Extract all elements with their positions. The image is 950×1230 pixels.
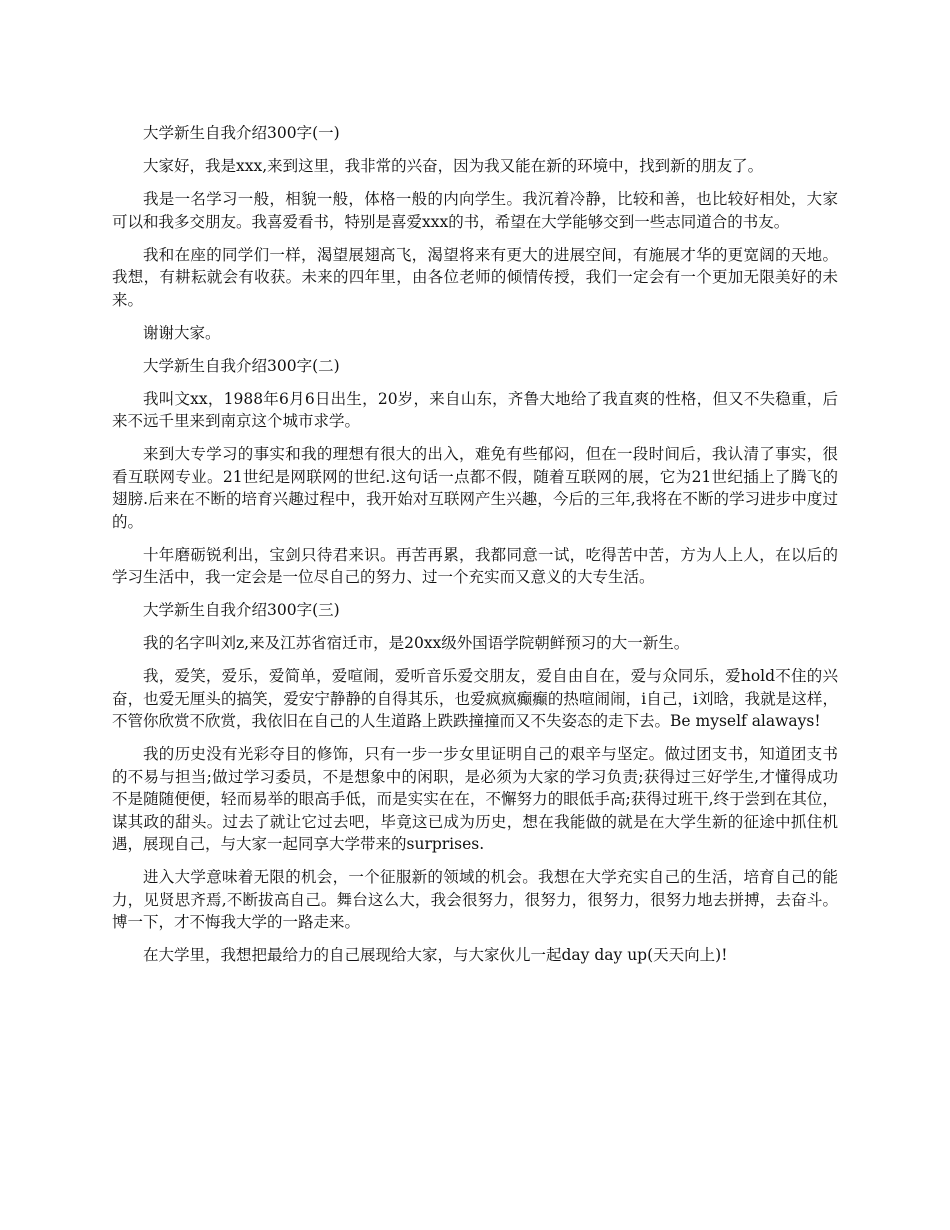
paragraph: 进入大学意味着无限的机会，一个征服新的领域的机会。我想在大学充实自己的生活，培育自己的能力，见贤思齐焉,不断拔高自己。舞台这么大，我会很努力，很努力，很努力，很努力地去拼搏，去奋斗。博一下，才不悔我大学的一路走来。 bbox=[112, 868, 838, 931]
paragraph: 我，爱笑，爱乐，爱简单，爱喧闹，爱听音乐爱交朋友，爱自由自在，爱与众同乐，爱hold不住的兴奋，也爱无厘头的搞笑，爱安宁静静的自得其乐，也爱疯疯癫癫的热喧闹闹，i自己，i刘晗，我就是这样，不管你欣赏不欣赏，我依旧在自己的人生道路上跌跌撞撞而又不失姿态的走下去。Be myself alaways! bbox=[112, 667, 838, 730]
section-heading-1: 大学新生自我介绍300字(一) bbox=[143, 124, 340, 142]
paragraph: 我是一名学习一般，相貌一般，体格一般的内向学生。我沉着冷静，比较和善，也比较好相处，大家可以和我多交朋友。我喜爱看书，特别是喜爱xxx的书，希望在大学能够交到一些志同道合的书友。 bbox=[112, 190, 838, 231]
section-heading-3: 大学新生自我介绍300字(三) bbox=[143, 601, 340, 619]
paragraph: 在大学里，我想把最给力的自己展现给大家，与大家伙儿一起day day up(天天向上)! bbox=[143, 946, 728, 964]
paragraph: 谢谢大家。 bbox=[143, 323, 221, 342]
paragraph: 我叫文xx，1988年6月6日出生，20岁，来自山东，齐鲁大地给了我直爽的性格，但又不失稳重，后来不远千里来到南京这个城市求学。 bbox=[112, 389, 838, 430]
paragraph: 来到大专学习的事实和我的理想有很大的出入，难免有些郁闷，但在一段时间后，我认清了事实，很看互联网专业。21世纪是网联网的世纪.这句话一点都不假，随着互联网的展，它为21世纪插上了腾飞的翅膀.后来在不断的培育兴趣过程中，我开始对互联网产生兴趣，今后的三年,我将在不断的学习进步中度过的。 bbox=[112, 445, 838, 531]
paragraph: 我和在座的同学们一样，渴望展翅高飞，渴望将来有更大的进展空间，有施展才华的更宽阔的天地。我想，有耕耘就会有收获。未来的四年里，由各位老师的倾情传授，我们一定会有一个更加无限美好的未来。 bbox=[112, 245, 838, 309]
document-body bbox=[112, 122, 838, 977]
paragraph: 十年磨砺锐利出，宝剑只待君来识。再苦再累，我都同意一试，吃得苦中苦，方为人上人，在以后的学习生活中，我一定会是一位尽自己的努力、过一个充实而又意义的大专生活。 bbox=[112, 545, 838, 586]
paragraph: 我的名字叫刘z,来及江苏省宿迁市，是20xx级外国语学院朝鲜预习的大一新生。 bbox=[143, 634, 690, 652]
section-heading-2: 大学新生自我介绍300字(二) bbox=[143, 356, 340, 375]
paragraph: 我的历史没有光彩夺目的修饰，只有一步一步女里证明自己的艰辛与坚定。做过团支书，知道团支书的不易与担当;做过学习委员，不是想象中的闲职，是必须为大家的学习负责;获得过三好学生,才懂得成功不是随随便便，轻而易举的眼高手低，而是实实在在，不懈努力的眼低手高;获得过班干,终于尝到在其位，谋其政的甜头。过去了就让它过去吧，毕竟这已成为历史，想在我能做的就是在大学生新的征途中抓住机遇，展现自己，与大家一起同享大学带来的surprises. bbox=[112, 745, 838, 853]
paragraph: 大家好，我是xxx,来到这里，我非常的兴奋，因为我又能在新的环境中，找到新的朋友了。 bbox=[143, 157, 764, 175]
